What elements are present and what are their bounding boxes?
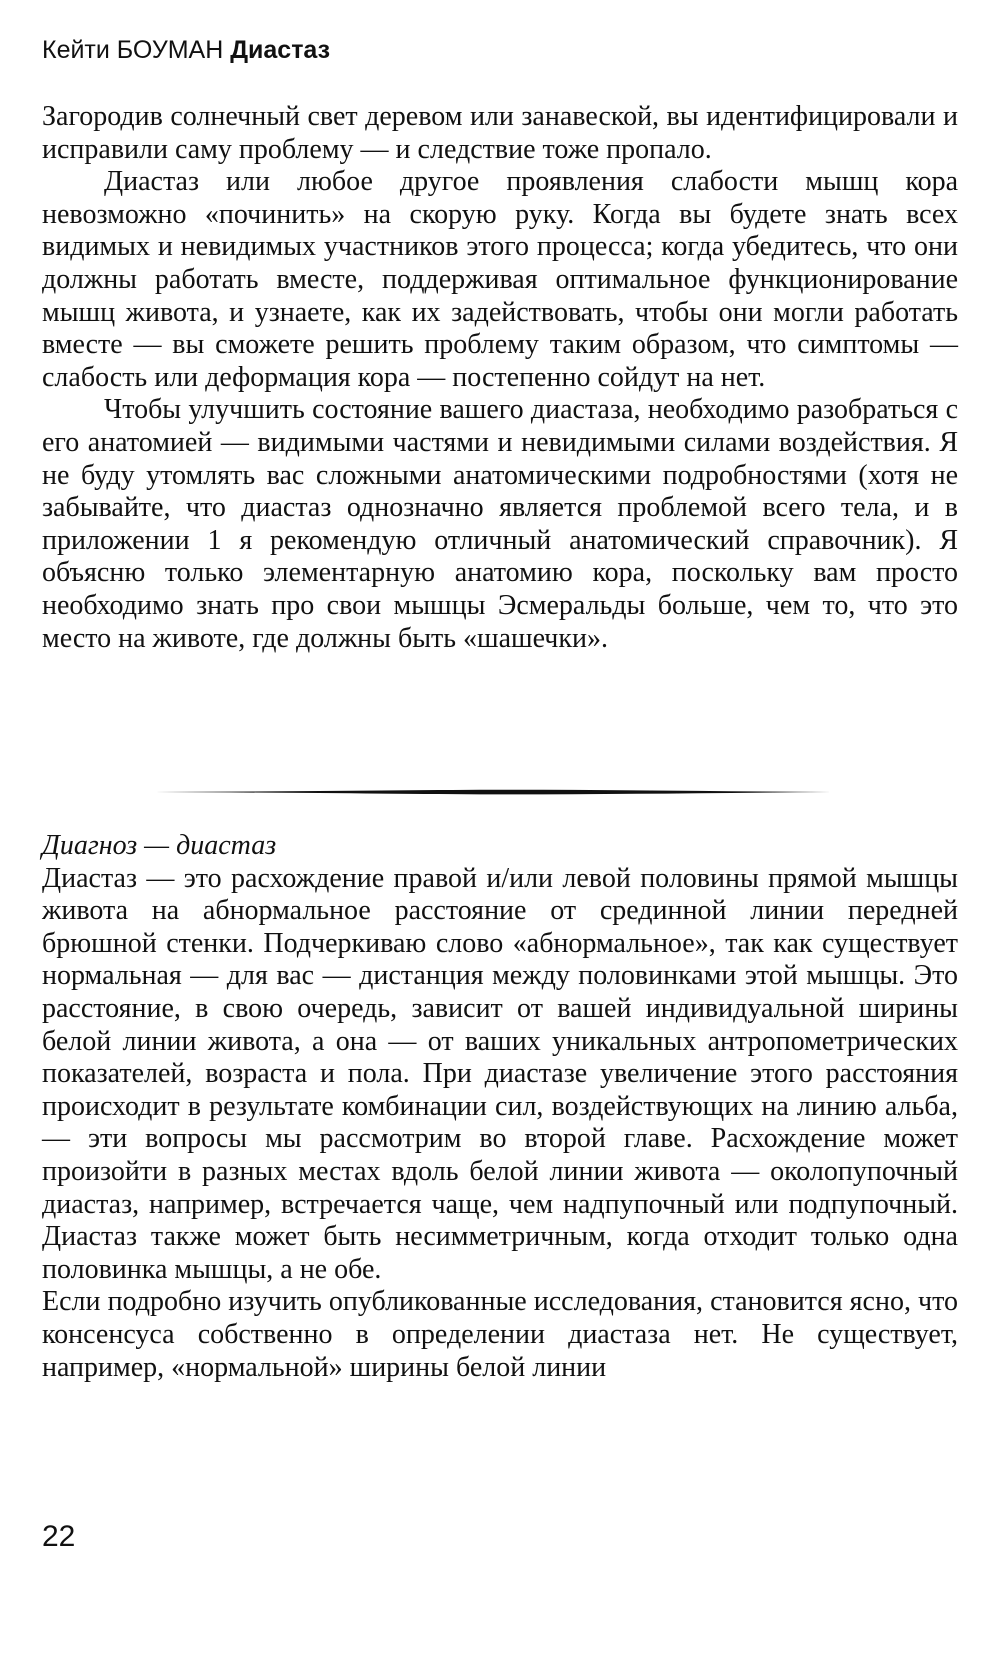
paragraph-continued: Загородив солнечный свет деревом или занавеской, вы идентифицировали и исправили саму проблему — и следствие тоже пропало. <box>42 101 958 165</box>
section-heading: Диагноз — диастаз <box>42 830 277 861</box>
book-title: Диастаз <box>230 36 331 64</box>
section-divider <box>155 786 831 798</box>
author-name: Кейти БОУМАН <box>42 36 224 64</box>
paragraph: Диастаз или любое другое проявления слабости мышц кора невозможно «починить» на скорую руку. Когда вы будете знать всех видимых и невидимых участников этого процесса; когда убедитесь, что они должны работать вместе, поддерживая оптимальное функционирование мышц живота, и узнаете, как их задействовать, чтобы они могли работать вместе — вы сможете решить проблему таким образом, что симптомы — слабость или деформация кора — постепенно сойдут на нет. <box>42 166 958 393</box>
top-text-section <box>42 101 958 655</box>
paragraph: Если подробно изучить опубликованные исследования, становится ясно, что консенсуса собственно в определении диастаза нет. Не существует, например, «нормальной» ширины белой линии <box>42 1286 958 1383</box>
diagnosis-section <box>42 830 958 1384</box>
paragraph: Диастаз — это расхождение правой и/или левой половины прямой мышцы живота на абнормальное расстояние от срединной линии передней брюшной стенки. Подчеркиваю слово «абнормальное», так как существует нормальная — для вас — дистанция между половинками этой мышцы. Это расстояние, в свою очередь, зависит от вашей индивидуальной ширины белой линии живота, а она — от ваших уникальных антропометрических показателей, возраста и пола. При диастазе увеличение этого расстояния происходит в результате комбинации сил, воздействующих на линию альба,— эти вопросы мы рассмотрим во второй главе. Расхождение может произойти в разных местах вдоль белой линии живота — околопупочный диастаз, например, встречается чаще, чем надпупочный или подпупочный. Диастаз также может быть несимметричным, когда отходит только одна половинка мышцы, а не обе. <box>42 862 958 1285</box>
page-number: 22 <box>42 1520 76 1553</box>
running-head <box>42 34 330 66</box>
paragraph: Чтобы улучшить состояние вашего диастаза, необходимо разобраться с его анатомией — видимыми частями и невидимыми силами воздействия. Я не буду утомлять вас сложными анатомическими подробностями (хотя не забывайте, что диастаз однозначно является проблемой всего тела, и в приложении 1 я рекомендую отличный анатомический справочник). Я объясню только элементарную анатомию кора, поскольку вам просто необходимо знать про свои мышцы Эсмеральды больше, чем то, что это место на животе, где должны быть «шашечки». <box>42 394 958 654</box>
